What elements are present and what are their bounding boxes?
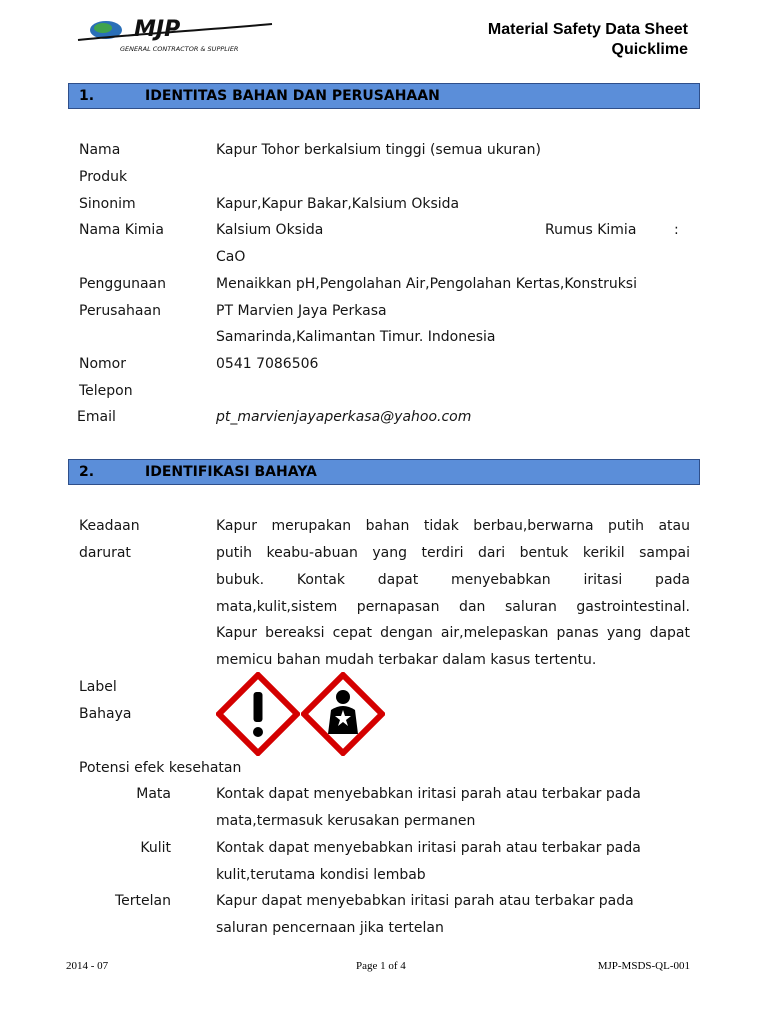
nama-kimia-value: Kalsium Oksida [216, 222, 324, 238]
keadaan-label-2: darurat [79, 545, 131, 561]
email-link[interactable]: pt_marvienjayaperkasa@yahoo.com [216, 409, 472, 425]
title-line-1: Material Safety Data Sheet [487, 21, 688, 38]
section-1-title: IDENTITAS BAHAN DAN PERUSAHAAN [145, 88, 440, 104]
keadaan-line: Kapur merupakan bahan tidak berbau,berwarna putih atau [216, 518, 690, 534]
footer-date: 2014 - 07 [66, 960, 109, 972]
penggunaan-value: Menaikkan pH,Pengolahan Air,Pengolahan Kertas,Konstruksi [216, 276, 637, 292]
document-title [488, 20, 688, 60]
section-1-number: 1. [79, 88, 95, 104]
section-2-title: IDENTIFIKASI BAHAYA [145, 464, 317, 480]
section-1-header [68, 83, 700, 109]
keadaan-label-1: Keadaan [79, 518, 140, 534]
kulit-line-2: kulit,terutama kondisi lembab [216, 867, 426, 883]
telepon-label-1: Nomor [79, 356, 126, 372]
rumus-kimia-colon: : [674, 222, 679, 238]
kulit-label: Kulit [140, 840, 171, 856]
perusahaan-label: Perusahaan [79, 303, 161, 319]
potensi-label: Potensi efek kesehatan [79, 760, 242, 776]
perusahaan-address: Samarinda,Kalimantan Timur. Indonesia [216, 329, 496, 345]
sinonim-label: Sinonim [79, 196, 136, 212]
logo-subtitle: GENERAL CONTRACTOR & SUPPLIER [120, 45, 239, 53]
email-label: Email [77, 409, 116, 425]
keadaan-line: putih keabu-abuan yang terdiri dari bentuk kerikil sampai [216, 545, 690, 561]
nama-produk-label-2: Produk [79, 169, 128, 185]
label-bahaya-2: Bahaya [79, 706, 132, 722]
telepon-label-2: Telepon [79, 383, 133, 399]
sinonim-value: Kapur,Kapur Bakar,Kalsium Oksida [216, 196, 460, 212]
rumus-kimia-value: CaO [216, 249, 246, 265]
rumus-kimia-label: Rumus Kimia [545, 222, 637, 238]
tertelan-line-2: saluran pencernaan jika tertelan [216, 920, 444, 936]
footer-doc-code: MJP-MSDS-QL-001 [597, 960, 690, 972]
mata-line-2: mata,termasuk kerusakan permanen [216, 813, 476, 829]
keadaan-line: bubuk. Kontak dapat menyebabkan iritasi pada [216, 572, 690, 588]
telepon-value: 0541 7086506 [216, 356, 319, 372]
health-hazard-icon [301, 672, 385, 756]
keadaan-line: mata,kulit,sistem pernapasan dan saluran gastrointestinal. [216, 599, 690, 615]
logo-mark: MJP [134, 17, 181, 42]
penggunaan-label: Penggunaan [79, 276, 166, 292]
nama-produk-value: Kapur Tohor berkalsium tinggi (semua ukuran) [216, 142, 541, 158]
tertelan-line-1: Kapur dapat menyebabkan iritasi parah atau terbakar pada [216, 893, 634, 909]
kulit-line-1: Kontak dapat menyebabkan iritasi parah atau terbakar pada [216, 840, 641, 856]
mata-line-1: Kontak dapat menyebabkan iritasi parah atau terbakar pada [216, 786, 641, 802]
exclamation-mark-icon [216, 672, 300, 756]
nama-produk-label-1: Nama [79, 142, 121, 158]
label-bahaya-1: Label [79, 679, 117, 695]
title-line-2: Quicklime [611, 41, 688, 58]
footer-page-number: Page 1 of 4 [356, 960, 406, 972]
section-2-header [68, 459, 700, 485]
company-logo [76, 14, 276, 56]
section-2-number: 2. [79, 464, 95, 480]
nama-kimia-label: Nama Kimia [79, 222, 164, 238]
mata-label: Mata [136, 786, 171, 802]
perusahaan-name: PT Marvien Jaya Perkasa [216, 303, 387, 319]
keadaan-line: memicu bahan mudah terbakar dalam kasus tertentu. [216, 652, 597, 668]
tertelan-label: Tertelan [115, 893, 171, 909]
keadaan-line: Kapur bereaksi cepat dengan air,melepaskan panas yang dapat [216, 625, 690, 641]
